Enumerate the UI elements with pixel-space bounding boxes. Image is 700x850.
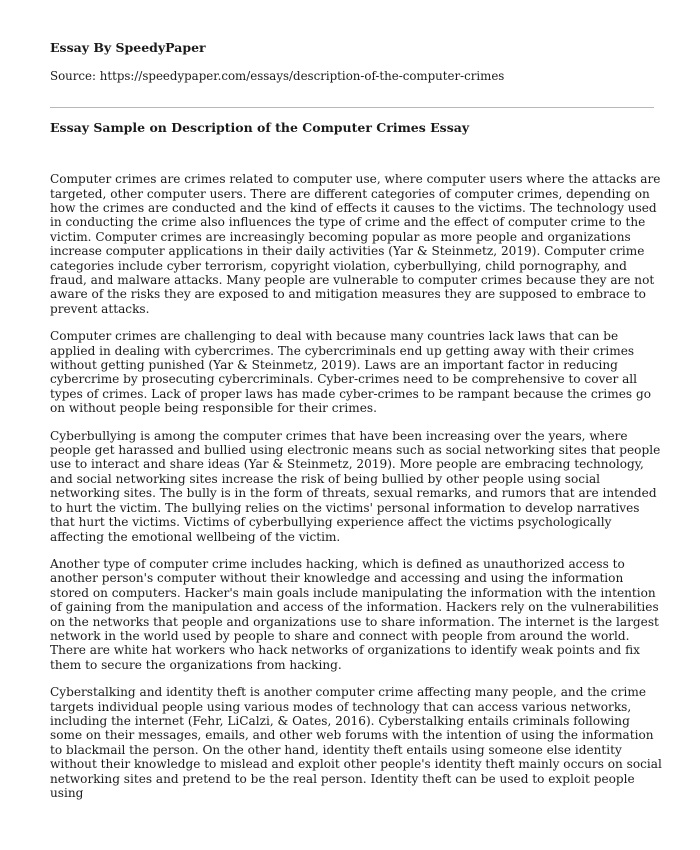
essay-paragraph: Another type of computer crime includes hacking, which is defined as unauthorized access to another person's computer without their knowledge and accessing and using the information stored on computers. Hacker's main goals include manipulating the information with the intention of gaining from the manipulation and access of the information. Hackers rely on the vulnerabilities on the networks that people and organizations use to share information. The internet is the largest network in the world used by people to share and connect with people from around the world. There are white hat workers who hack networks of organizations to identify weak points and fix them to secure the organizations from hacking. bbox=[50, 556, 659, 672]
source-url: https://speedypaper.com/essays/description-of-the-computer-crimes bbox=[99, 69, 505, 83]
essay-paragraph: Cyberstalking and identity theft is another computer crime affecting many people, and the crime targets individual people using various modes of technology that can access various networks, including the internet (Fehr, LiCalzi, & Oates, 2016). Cyberstalking entails criminals following some on their messages, emails, and other web forums with the intention of using the information to blackmail the person. On the other hand, identity theft entails using someone else identity without their knowledge to mislead and exploit other people's identity theft mainly occurs on social networking sites and pretend to be the real person. Identity theft can be used to exploit people using bbox=[50, 685, 662, 800]
essay-title: Essay Sample on Description of the Computer Crimes Essay bbox=[50, 120, 470, 136]
essay-paragraph: Computer crimes are crimes related to computer use, where computer users where the attacks are targeted, other computer users. There are different categories of computer crimes, depending on how the crimes are conducted and the kind of effects it causes to the victims. The technology used in conducting the crime also influences the type of crime and the effect of computer crime to the victim. Computer crimes are increasingly becoming popular as more people and organizations increase computer applications in their daily activities (Yar & Steinmetz, 2019). Computer crime categories include cyber terrorism, copyright violation, cyberbullying, child pornography, and fraud, and malware attacks. Many people are vulnerable to computer crimes because they are not aware of the risks they are exposed to and mitigation measures they are supposed to embrace to prevent attacks. bbox=[50, 172, 661, 316]
source-line bbox=[50, 69, 662, 83]
essay-paragraph: Computer crimes are challenging to deal with because many countries lack laws that can be applied in dealing with cybercrimes. The cybercriminals end up getting away with their crimes without getting punished (Yar & Steinmetz, 2019). Laws are an important factor in reducing cybercrime by prosecuting cybercriminals. Cyber-crimes need to be comprehensive to cover all types of crimes. Lack of proper laws has made cyber-crimes to be rampant because the crimes go on without people being responsible for their crimes. bbox=[50, 329, 652, 416]
essay-body bbox=[50, 172, 662, 800]
essay-paragraph: Cyberbullying is among the computer crimes that have been increasing over the years, where people get harassed and bullied using electronic means such as social networking sites that people use to interact and share ideas (Yar & Steinmetz, 2019). More people are embracing technology, and social networking sites increase the risk of being bullied by other people using social networking sites. The bully is in the form of threats, sexual remarks, and rumors that are intended to hurt the victim. The bullying relies on the victims' personal information to develop narratives that hurt the victims. Victims of cyberbullying experience affect the victims psychologically affecting the emotional wellbeing of the victim. bbox=[50, 428, 661, 544]
header-divider bbox=[50, 107, 654, 108]
essay-author-heading: Essay By SpeedyPaper bbox=[50, 40, 206, 55]
source-label: Source: bbox=[50, 69, 96, 83]
